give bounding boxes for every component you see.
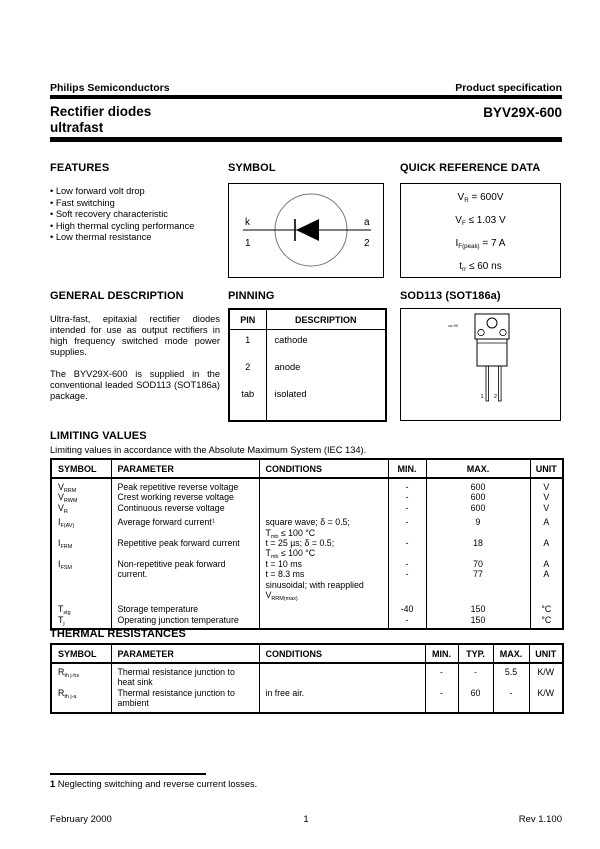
divider-title bbox=[50, 137, 562, 142]
qr-item: $V_R = 600V$ bbox=[457, 192, 504, 205]
footnote-text: Neglecting switching and reverse current losses. bbox=[57, 779, 258, 789]
title-block bbox=[50, 104, 562, 135]
symbol-heading: SYMBOL bbox=[228, 162, 276, 174]
table-row: $T_j$ Operating junction temperature - 150 °C bbox=[51, 615, 563, 625]
feature-item: • Soft recovery characteristic bbox=[50, 209, 225, 221]
pinning-row: tab isolated bbox=[229, 384, 386, 411]
table-row: current. t = 8.3 ms - 77 A bbox=[51, 569, 563, 579]
table-header-row: SYMBOL PARAMETER CONDITIONS MIN. TYP. MAX. UNIT bbox=[51, 644, 563, 663]
page-number: 1 bbox=[303, 814, 309, 825]
thermal-resistances-table bbox=[50, 643, 564, 714]
footer-revision: Rev 1.100 bbox=[518, 814, 562, 825]
table-row: $T_{mb} \le 100$ °C bbox=[51, 528, 563, 538]
general-description-heading: GENERAL DESCRIPTION bbox=[50, 290, 184, 302]
pinning-heading: PINNING bbox=[228, 290, 275, 302]
table-header-row: SYMBOL PARAMETER CONDITIONS MIN. MAX. UNIT bbox=[51, 459, 563, 478]
quick-reference-box bbox=[400, 183, 561, 278]
lead1-label: 1 bbox=[480, 394, 484, 400]
drawing-note: ca 90 bbox=[448, 323, 458, 328]
part-number: BYV29X-600 bbox=[483, 105, 562, 120]
table-row: ambient bbox=[51, 698, 563, 708]
pinning-table bbox=[228, 308, 387, 422]
feature-item: • Low thermal resistance bbox=[50, 232, 225, 244]
table-row: $V_R$ Continuous reverse voltage - 600 V bbox=[51, 503, 563, 513]
diode-symbol-icon bbox=[229, 184, 383, 277]
limiting-values-table bbox=[50, 458, 564, 630]
spec-type: Product specification bbox=[455, 82, 562, 94]
package-outline-icon bbox=[401, 309, 560, 420]
footnote bbox=[50, 779, 562, 789]
table-row: sinusoidal; with reapplied bbox=[51, 580, 563, 590]
limiting-values-section bbox=[50, 430, 562, 630]
table-row: $R_{th j-hs}$ Thermal resistance junction to - - 5.5 K/W bbox=[51, 667, 563, 677]
description-paragraph: The BYV29X-600 is supplied in the conventional leaded SOD113 (SOT186a) package. bbox=[50, 369, 220, 401]
pin-column-header: PIN bbox=[229, 309, 266, 330]
package-heading: SOD113 (SOT186a) bbox=[400, 290, 501, 302]
cathode-pin: 1 bbox=[245, 238, 251, 249]
features-section bbox=[50, 162, 225, 244]
table-row: heat sink bbox=[51, 677, 563, 687]
footnote-divider bbox=[50, 773, 206, 775]
table-row: $R_{th j-a}$ Thermal resistance junction to in free air. - 60 - K/W bbox=[51, 688, 563, 698]
lead2-label: 2 bbox=[493, 394, 497, 400]
diode-symbol-drawing bbox=[228, 183, 384, 278]
divider-top bbox=[50, 95, 562, 99]
pinning-row: 1 cathode bbox=[229, 330, 386, 358]
feature-item: • Low forward volt drop bbox=[50, 186, 225, 198]
product-family: Rectifier diodes ultrafast bbox=[50, 104, 152, 135]
publisher: Philips Semiconductors bbox=[50, 82, 170, 94]
footer-date: February 2000 bbox=[50, 814, 112, 825]
description-paragraph: Ultra-fast, epitaxial rectifier diodes intended for use as output rectifiers in high frequency switched mode power supplies. bbox=[50, 314, 220, 357]
table-row: $I_{FSM}$ Non-repetitive peak forward t = 10 ms - 70 A bbox=[51, 559, 563, 569]
table-row: $I_{FRM}$ Repetitive peak forward current t = 25 µs; δ = 0.5; - 18 A bbox=[51, 538, 563, 548]
table-row: $V_{RWM}$ Crest working reverse voltage - 600 V bbox=[51, 492, 563, 502]
limiting-values-heading: LIMITING VALUES bbox=[50, 430, 147, 442]
qr-item: $t_{rr} \le 60$ ns bbox=[459, 261, 502, 274]
masthead bbox=[50, 82, 562, 94]
table-row: $T_{mb} \le 100$ °C bbox=[51, 548, 563, 558]
features-list bbox=[50, 186, 225, 244]
feature-item: • High thermal cycling performance bbox=[50, 221, 225, 233]
package-drawing bbox=[400, 308, 561, 421]
feature-item: • Fast switching bbox=[50, 198, 225, 210]
anode-label: a bbox=[364, 217, 370, 228]
pinning-row: 2 anode bbox=[229, 357, 386, 384]
package-section bbox=[400, 290, 562, 421]
description-column-header: DESCRIPTION bbox=[266, 309, 386, 330]
qr-item: $I_{F(peak)} = 7$ A bbox=[455, 238, 506, 251]
thermal-resistances-heading: THERMAL RESISTANCES bbox=[50, 628, 186, 640]
table-row: $I_{F(AV)}$ Average forward current$^1$ square wave; δ = 0.5; - 9 A bbox=[51, 517, 563, 527]
qr-item: $V_F \le 1.03$ V bbox=[455, 215, 506, 228]
thermal-resistances-section bbox=[50, 628, 562, 714]
quick-reference-section bbox=[400, 162, 562, 278]
table-row: $T_{stg}$ Storage temperature -40 150 °C bbox=[51, 604, 563, 614]
table-row: $V_{RRM(max)}$ bbox=[51, 590, 563, 600]
footnote-number: 1 bbox=[50, 779, 56, 789]
cathode-label: k bbox=[245, 217, 250, 228]
features-heading: FEATURES bbox=[50, 162, 110, 174]
quick-reference-heading: QUICK REFERENCE DATA bbox=[400, 162, 541, 174]
symbol-section bbox=[228, 162, 385, 278]
table-row: $V_{RRM}$ Peak repetitive reverse voltage - 600 V bbox=[51, 482, 563, 492]
general-description-section bbox=[50, 290, 220, 413]
limiting-values-subtitle: Limiting values in accordance with the Absolute Maximum System (IEC 134). bbox=[50, 445, 367, 455]
anode-pin: 2 bbox=[364, 238, 370, 249]
pinning-section bbox=[228, 290, 385, 422]
